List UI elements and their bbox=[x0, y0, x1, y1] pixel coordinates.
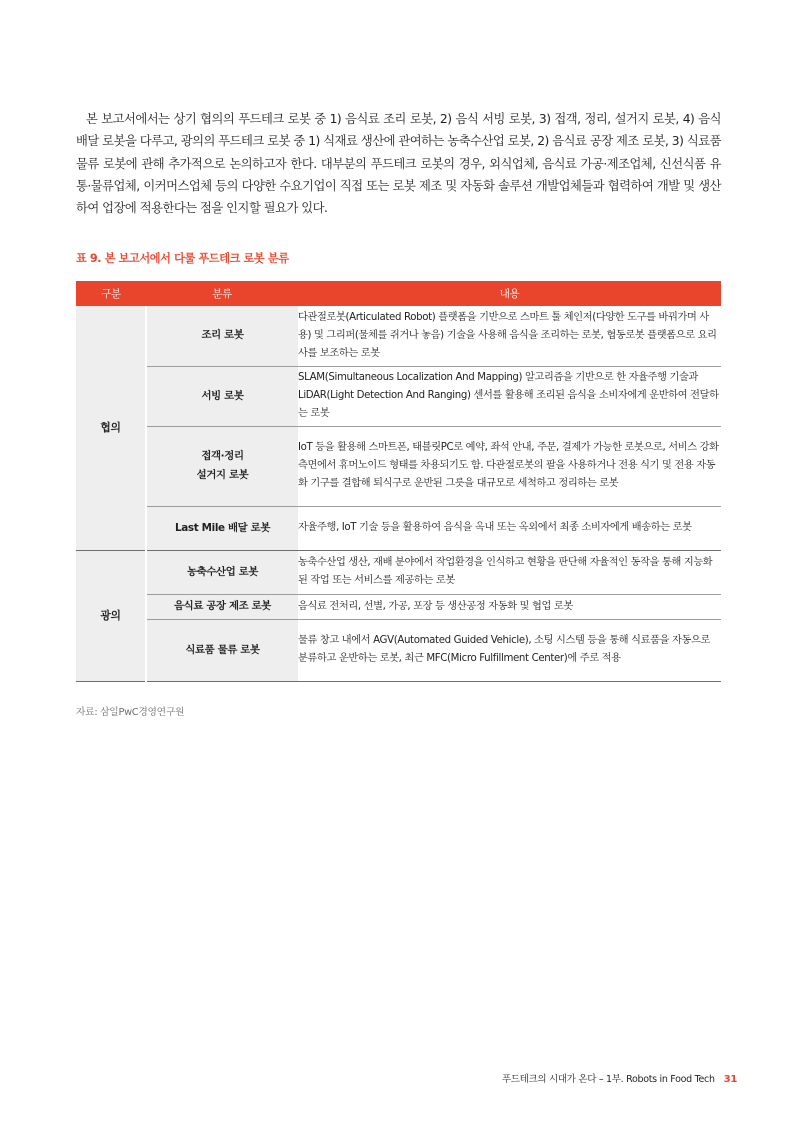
table-row bbox=[76, 366, 721, 426]
header-category: 분류 bbox=[146, 281, 298, 306]
category-cell: Last Mile 배달 로봇 bbox=[146, 506, 298, 550]
source-note: 자료: 삼일PwC경영연구원 bbox=[76, 707, 185, 718]
page-footer bbox=[502, 1071, 737, 1085]
category-cell: 음식료 공장 제조 로봇 bbox=[146, 594, 298, 619]
header-group: 구분 bbox=[76, 281, 146, 306]
table-row bbox=[76, 619, 721, 681]
group-cell-broad: 광의 bbox=[76, 550, 146, 681]
category-cell: 서빙 로봇 bbox=[146, 366, 298, 426]
content-cell: 음식료 전처리, 선별, 가공, 포장 등 생산공정 자동화 및 협업 로봇 bbox=[298, 594, 721, 619]
page-number: 31 bbox=[723, 1074, 737, 1085]
table-row bbox=[76, 506, 721, 550]
table-title: 표 9. 본 보고서에서 다룰 푸드테크 로봇 분류 bbox=[76, 252, 289, 265]
content-cell: 농축수산업 생산, 재배 분야에서 작업환경을 인식하고 현황을 판단해 자율적인 동작을 통해 지능화된 작업 또는 서비스를 제공하는 로봇 bbox=[298, 550, 721, 594]
intro-paragraph: 본 보고서에서는 상기 협의의 푸드테크 로봇 중 1) 음식료 조리 로봇, 2) 음식 서빙 로봇, 3) 접객, 정리, 설거지 로봇, 4) 음식 배달 로봇을 다루고, 광의의 푸드테크 로봇 중 1) 식재료 생산에 관여하는 농축수산업 로봇, 2) 음식료 공장 제조 로봇, 3) 식료품 물류 로봇에 관해 추가적으로 논의하고자 한다. 대부분의 푸드테크 로봇의 경우, 외식업체, 음식료 가공·제조업체, 신선식품 유통·물류업체, 이커머스업체 등의 다양한 수요기업이 직접 또는 로봇 제조 및 자동화 솔루션 개발업체들과 협력하여 개발 및 생산하여 업장에 적용한다는 점을 인지할 필요가 있다. bbox=[76, 112, 721, 216]
table-row bbox=[76, 426, 721, 506]
footer-title: 푸드테크의 시대가 온다 – 1부. Robots in Food Tech bbox=[501, 1074, 715, 1085]
table-row bbox=[76, 550, 721, 594]
content-cell: 자율주행, IoT 기술 등을 활용하여 음식을 옥내 또는 옥외에서 최종 소비자에게 배송하는 로봇 bbox=[298, 506, 721, 550]
table-header-row bbox=[76, 281, 721, 306]
content-cell: IoT 등을 활용해 스마트폰, 태블릿PC로 예약, 좌석 안내, 주문, 결제가 가능한 로봇으로, 서비스 강화 측면에서 휴머노이드 형태를 차용되기도 함. 다관절로봇의 팔을 사용하거나 전용 식기 및 전용 자동화 기구를 결합해 퇴식구로 운반된 그릇을 대규모로 세척하고 정리하는 로봇 bbox=[298, 426, 721, 506]
category-cell: 접객·정리 설거지 로봇 bbox=[146, 426, 298, 506]
content-cell: SLAM(Simultaneous Localization And Mapping) 알고리즘을 기반으로 한 자율주행 기술과 LiDAR(Light Detection And Ranging) 센서를 활용해 조리된 음식을 소비자에게 운반하여 전달하는 로봇 bbox=[298, 366, 721, 426]
group-cell-narrow: 협의 bbox=[76, 306, 146, 550]
table-row bbox=[76, 306, 721, 366]
category-cell: 식료품 물류 로봇 bbox=[146, 619, 298, 681]
content-cell: 다관절로봇(Articulated Robot) 플랫폼을 기반으로 스마트 툴 체인저(다양한 도구를 바꿔가며 사용) 및 그리퍼(물체를 쥐거나 놓음) 기술을 사용해 음식을 조리하는 로봇, 협동로봇 플랫폼으로 요리사를 보조하는 로봇 bbox=[298, 306, 721, 366]
header-content: 내용 bbox=[298, 281, 721, 306]
robot-classification-table bbox=[76, 281, 721, 682]
content-cell: 물류 창고 내에서 AGV(Automated Guided Vehicle), 소팅 시스템 등을 통해 식료품을 자동으로 분류하고 운반하는 로봇, 최근 MFC(Micro Fulfillment Center)에 주로 적용 bbox=[298, 619, 721, 681]
category-cell: 농축수산업 로봇 bbox=[146, 550, 298, 594]
table-row bbox=[76, 594, 721, 619]
category-cell: 조리 로봇 bbox=[146, 306, 298, 366]
